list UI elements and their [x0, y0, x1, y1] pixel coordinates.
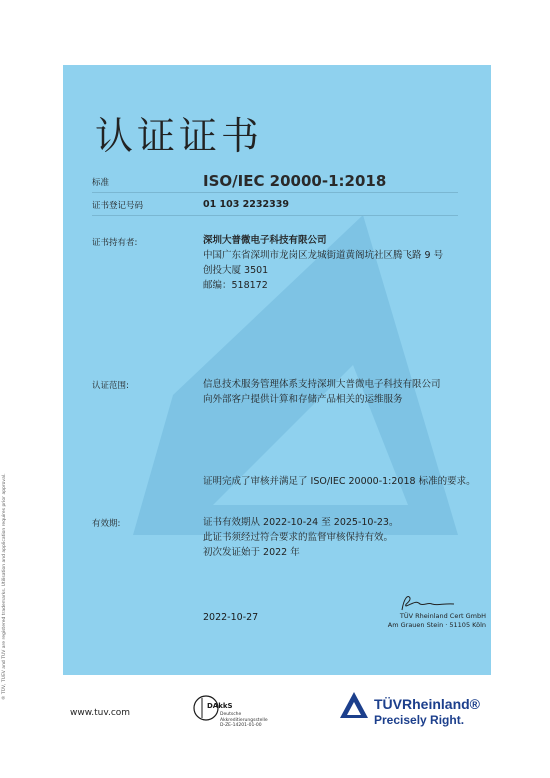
holder-postcode: 邮编：518172	[203, 280, 268, 291]
dakks-sub-3: D-ZE-14201-01-00	[220, 723, 262, 728]
tuv-slogan: Precisely Right.	[374, 713, 465, 727]
validity-label: 有效期:	[92, 519, 121, 529]
divider	[92, 192, 458, 193]
certificate-title: 认证证书	[95, 114, 264, 158]
issuer-name: TÜV Rheinland Cert GmbH	[399, 612, 486, 620]
validity-line-2: 此证书须经过符合要求的监督审核保持有效。	[203, 532, 394, 543]
tuv-brand-name: TÜVRheinland®	[374, 696, 480, 712]
signature	[398, 592, 458, 614]
dakks-sub-2: Akkreditierungsstelle	[220, 717, 268, 723]
holder-address-2: 创投大厦 3501	[203, 265, 269, 276]
tuv-triangle-logo-icon	[338, 690, 370, 720]
compliance-statement: 证明完成了审核并满足了 ISO/IEC 20000-1:2018 标准的要求。	[203, 476, 476, 487]
holder-name: 深圳大普微电子科技有限公司	[203, 235, 327, 246]
issue-date: 2022-10-27	[203, 612, 259, 623]
validity-line-3: 初次发证始于 2022 年	[203, 547, 300, 558]
dakks-name: DAkkS	[207, 702, 233, 710]
holder-address-1: 中国广东省深圳市龙岗区龙城街道黄阁坑社区腾飞路 9 号	[203, 250, 444, 261]
validity-line-1: 证书有效期从 2022-10-24 至 2025-10-23。	[203, 517, 399, 528]
regno-value: 01 103 2232339	[203, 199, 289, 210]
website-link[interactable]: www.tuv.com	[70, 708, 131, 718]
divider	[92, 215, 458, 216]
dakks-sub-1: Deutsche	[220, 712, 242, 717]
standard-label: 标准	[92, 178, 110, 188]
dakks-subtext	[220, 712, 268, 729]
standard-value: ISO/IEC 20000-1:2018	[203, 172, 387, 190]
holder-label: 证书持有者:	[92, 238, 138, 248]
scope-line-2: 向外部客户提供计算和存储产品相关的运维服务	[203, 394, 403, 405]
issuer-block	[360, 612, 486, 630]
scope-label: 认证范围:	[92, 381, 129, 391]
issuer-address: Am Grauen Stein · 51105 Köln	[387, 621, 486, 629]
scope-line-1: 信息技术服务管理体系支持深圳大普微电子科技有限公司	[203, 379, 441, 390]
trademark-note: ® TÜV, TUEV and TUV are registered trademarks. Utilisation and application requires prior approval.	[2, 473, 7, 700]
regno-label: 证书登记号码	[92, 201, 144, 211]
